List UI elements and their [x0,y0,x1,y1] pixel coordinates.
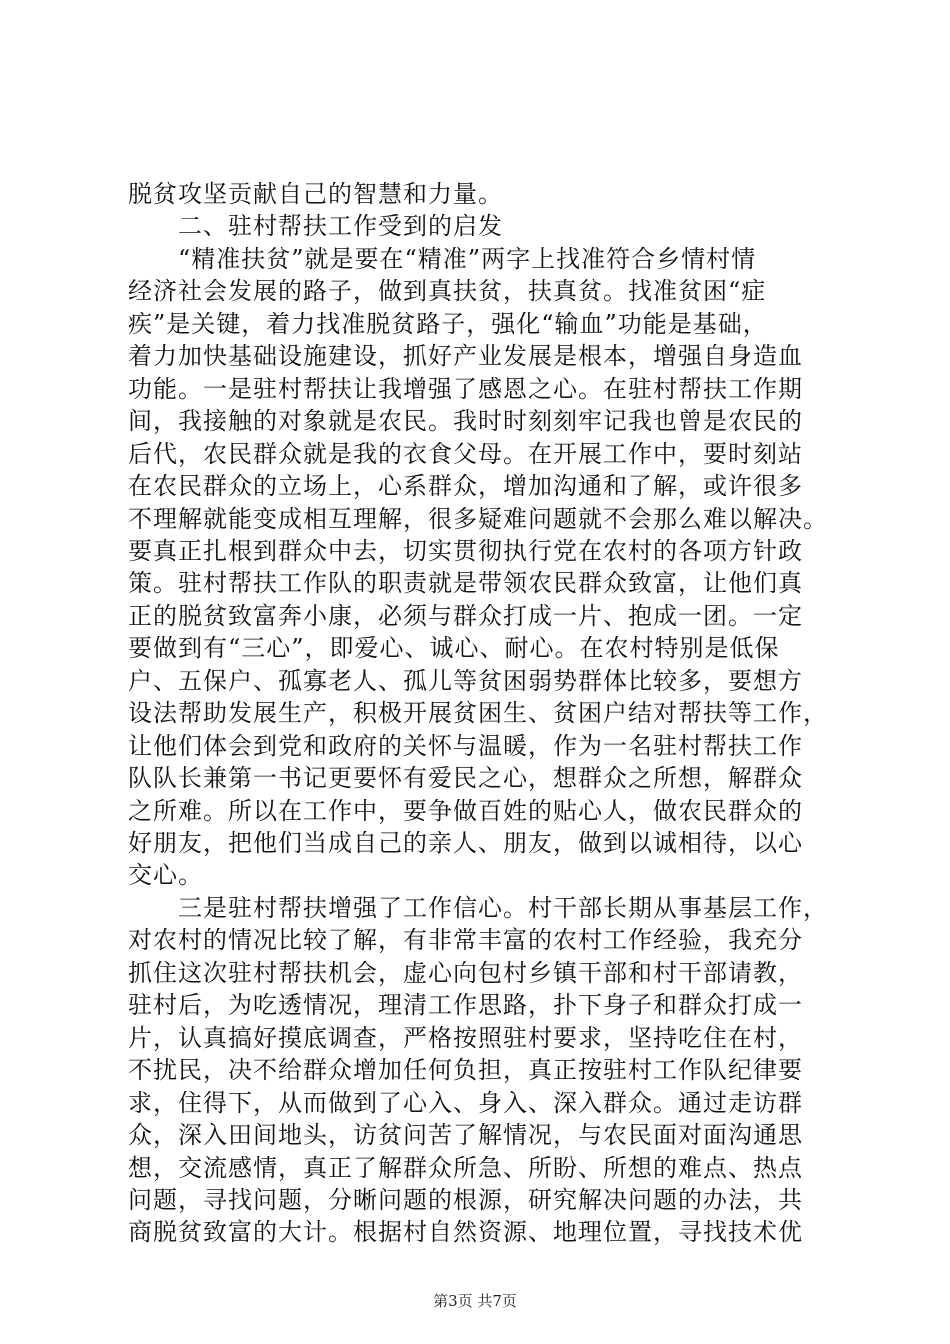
text-line: 设法帮助发展生产，积极开展贫困生、贫困户结对帮扶等工作， [128,699,828,728]
text-line: 疾”是关键，着力找准脱贫路子，强化“输血”功能是基础， [128,309,768,338]
text-line: 三是驻村帮扶增强了工作信心。村干部长期从事基层工作， [128,893,828,922]
text-line: 队队长兼第一书记更要怀有爱民之心，想群众之所想，解群众 [128,764,803,793]
text-line: 之所难。所以在工作中，要争做百姓的贴心人，做农民群众的 [128,796,803,825]
text-line: 着力加快基础设施建设，抓好产业发展是根本，增强自身造血 [128,342,803,371]
text-line: 片，认真搞好摸底调查，严格按照驻村要求，坚持吃住在村， [128,1023,803,1052]
text-line: 想，交流感情，真正了解群众所急、所盼、所想的难点、热点 [128,1153,803,1182]
text-line: 商脱贫致富的大计。根据村自然资源、地理位置，寻找技术优 [128,1218,803,1247]
text-line: 好朋友，把他们当成自己的亲人、朋友，做到以诚相待，以心 [128,829,803,857]
text-line: 让他们体会到党和政府的关怀与温暖，作为一名驻村帮扶工作 [128,731,803,760]
text-line: 交心。 [128,861,203,890]
text-line: 功能。一是驻村帮扶让我增强了感恩之心。在驻村帮扶工作期 [128,374,803,403]
text-line: 驻村后，为吃透情况，理清工作思路，扑下身子和群众打成一 [128,991,803,1020]
text-line: 问题，寻找问题，分晰问题的根源，研究解决问题的办法，共 [128,1185,803,1214]
text-line: “精准扶贫”就是要在“精准”两字上找准符合乡情村情 [128,244,757,273]
text-line: 抓住这次驻村帮扶机会，虚心向包村乡镇干部和村干部请教， [128,958,803,987]
text-line: 二、驻村帮扶工作受到的启发 [128,212,503,241]
text-line: 求，住得下，从而做到了心入、身入、深入群众。通过走访群 [128,1088,803,1117]
text-line: 经济社会发展的路子，做到真扶贫，扶真贫。找准贫困“症 [128,277,767,306]
text-line: 不理解就能变成相互理解，很多疑难问题就不会那么难以解决。 [128,504,828,533]
text-line: 间，我接触的对象就是农民。我时时刻刻牢记我也曾是农民的 [128,407,803,436]
text-line: 要做到有“三心”，即爱心、诚心、耐心。在农村特别是低保 [128,634,780,663]
text-line: 后代，农民群众就是我的衣食父母。在开展工作中，要时刻站 [128,439,803,468]
text-line: 正的脱贫致富奔小康，必须与群众打成一片、抱成一团。一定 [128,601,803,630]
text-line: 众，深入田间地头，访贫问苦了解情况，与农民面对面沟通思 [128,1121,803,1150]
text-line: 策。驻村帮扶工作队的职责就是带领农民群众致富，让他们真 [128,569,803,598]
text-line: 要真正扎根到群众中去，切实贯彻执行党在农村的各项方针政 [128,536,803,565]
text-line: 在农民群众的立场上，心系群众，增加沟通和了解，或许很多 [128,472,803,501]
text-line: 脱贫攻坚贡献自己的智慧和力量。 [128,180,503,208]
page-footer: 第3页 共7页 [433,1292,517,1310]
text-line: 户、五保户、孤寡老人、孤儿等贫困弱势群体比较多，要想方 [128,666,803,695]
text-line: 对农村的情况比较了解，有非常丰富的农村工作经验，我充分 [128,926,803,955]
text-line: 不扰民，决不给群众增加任何负担，真正按驻村工作队纪律要 [128,1056,803,1085]
